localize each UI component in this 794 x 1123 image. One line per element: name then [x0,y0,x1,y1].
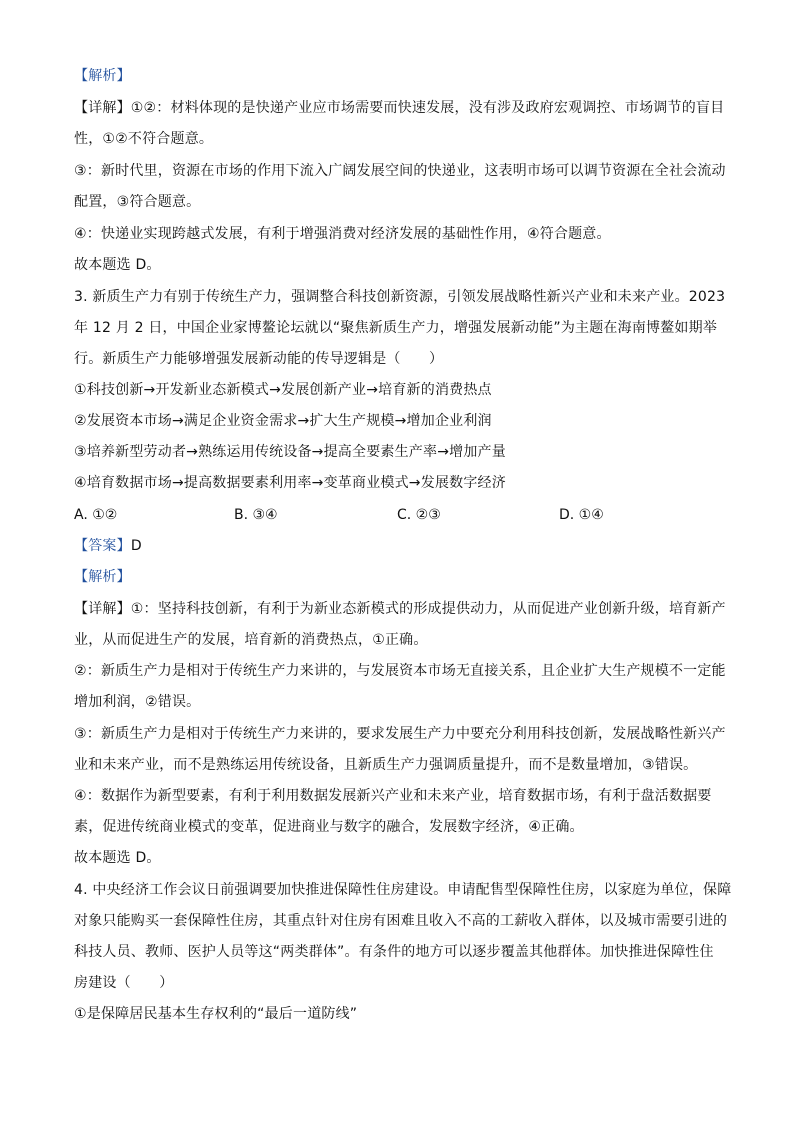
answer-options [74,505,724,525]
question-stem: 行。新质生产力能够增强发展新动能的传导逻辑是（ ） [74,351,444,367]
option-b: B. ③④ [234,507,278,523]
option-d: D. ①④ [559,507,604,523]
detail-text: 增加利润，②错误。 [74,694,201,710]
detail-text: 性，①②不符合题意。 [74,131,214,147]
detail-text: 【详解】①：坚持科技创新，有利于为新业态新模式的形成提供动力，从而促进产业创新升级，培育新产 [74,601,726,617]
detail-text: ④：数据作为新型要素，有利于利用数据发展新兴产业和未来产业，培育数据市场，有利于盘活数据要 [74,788,712,804]
detail-text: 业，从而促进生产的发展，培育新的消费热点，①正确。 [74,632,428,648]
detail-text: 配置，③符合题意。 [74,194,201,210]
question-stem: 对象只能购买一套保障性住房，其重点针对住房有困难且收入不高的工薪收入群体，以及城市需要引进的 [74,913,728,929]
analysis-tag: 【解析】 [74,68,131,84]
question-stem: 3. 新质生产力有别于传统生产力，强调整合科技创新资源，引领发展战略性新兴产业和未来产业。2023 [74,289,726,305]
question-stem: 年 12 月 2 日，中国企业家博鳌论坛就以“聚焦新质生产力，增强发展新动能”为主题在海南博鳌如期举 [74,320,718,336]
answer-value: D [130,538,142,554]
statement-item: ①科技创新→开发新业态新模式→发展创新产业→培育新的消费热点 [74,382,492,398]
detail-text: ④：快递业实现跨越式发展，有利于增强消费对经济发展的基础性作用，④符合题意。 [74,226,611,242]
conclusion-text: 故本题选 D。 [74,850,161,866]
statement-item: ③培养新型劳动者→熟练运用传统设备→提高全要素生产率→增加产量 [74,444,506,460]
answer-line [74,536,724,556]
detail-text: 素，促进传统商业模式的变革，促进商业与数字的融合，发展数字经济，④正确。 [74,819,584,835]
question-stem: 房建设（ ） [74,975,174,991]
question-stem: 科技人员、教师、医护人员等这“两类群体”。有条件的地方可以逐步覆盖其他群体。加快推进保障性住 [74,944,714,960]
detail-text: 业和未来产业，而不是熟练运用传统设备，且新质生产力强调质量提升，而不是数量增加，③错误。 [74,757,698,773]
detail-text: ③：新质生产力是相对于传统生产力来讲的，要求发展生产力中要充分利用科技创新，发展战略性新兴产 [74,726,726,742]
detail-text: 【详解】①②：材料体现的是快递产业应市场需要而快速发展，没有涉及政府宏观调控、市场调节的盲目 [74,100,725,116]
question-stem: 4. 中央经济工作会议日前强调要加快推进保障性住房建设。申请配售型保障性住房，以家庭为单位，保障 [74,882,732,898]
answer-tag: 【答案】 [74,538,131,554]
conclusion-text: 故本题选 D。 [74,257,161,273]
option-c: C. ②③ [397,507,441,523]
detail-text: ③：新时代里，资源在市场的作用下流入广阔发展空间的快递业，这表明市场可以调节资源在全社会流动 [74,163,726,179]
statement-item: ④培育数据市场→提高数据要素利用率→变革商业模式→发展数字经济 [74,475,506,491]
detail-text: ②：新质生产力是相对于传统生产力来讲的，与发展资本市场无直接关系，且企业扩大生产规模不一定能 [74,663,726,679]
option-a: A. ①② [74,507,118,523]
statement-item: ①是保障居民基本生存权利的“最后一道防线” [74,1006,358,1022]
statement-item: ②发展资本市场→满足企业资金需求→扩大生产规模→增加企业利润 [74,413,492,429]
analysis-tag: 【解析】 [74,569,131,585]
